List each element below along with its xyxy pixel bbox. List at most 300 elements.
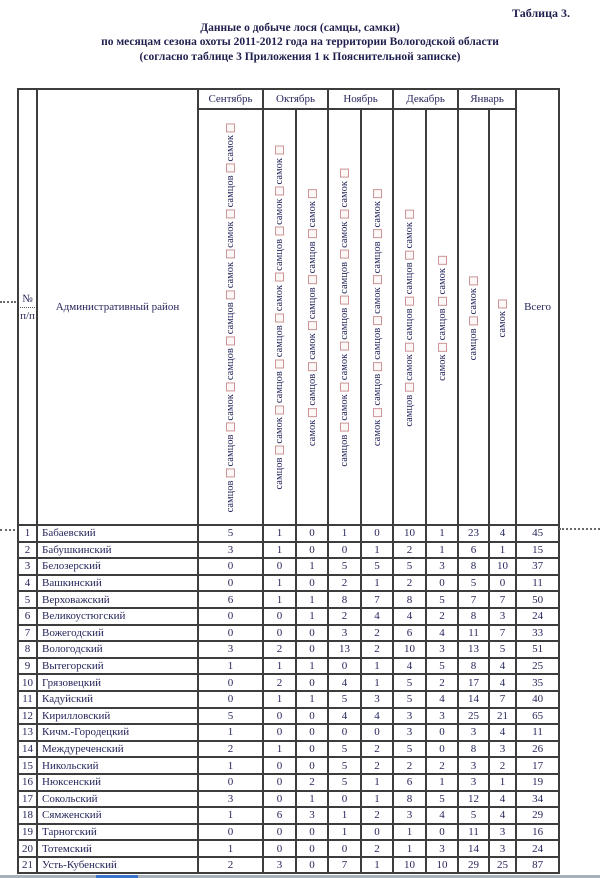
- value-cell: 3: [489, 824, 516, 841]
- row-number-cell: 12: [18, 708, 37, 725]
- missing-glyph-box: [438, 342, 447, 351]
- value-cell: 7: [458, 591, 489, 608]
- title-line-1: Данные о добыче лося (самцы, самки): [200, 22, 400, 34]
- value-cell: 3: [198, 641, 263, 658]
- value-cell: 0: [263, 608, 296, 625]
- district-cell: Кичм.-Городецкий: [37, 724, 198, 741]
- value-cell: 4: [361, 608, 393, 625]
- value-cell: 1: [296, 591, 328, 608]
- value-cell: 3: [426, 641, 458, 658]
- value-cell: 0: [328, 791, 361, 808]
- value-cell: 7: [361, 591, 393, 608]
- table-row: [18, 724, 559, 741]
- subcolumn-header: [393, 109, 426, 525]
- value-cell: 7: [489, 591, 516, 608]
- row-number-cell: 14: [18, 741, 37, 758]
- missing-glyph-box: [275, 187, 284, 196]
- value-cell: 0: [328, 542, 361, 559]
- value-cell: 4: [489, 658, 516, 675]
- total-cell: 40: [516, 691, 559, 708]
- value-cell: 2: [393, 542, 426, 559]
- title-line-3: (согласно таблице 3 Приложения 1 к Пояснительной записке): [139, 50, 461, 63]
- value-cell: 5: [426, 591, 458, 608]
- value-cell: 3: [426, 558, 458, 575]
- value-cell: 1: [263, 525, 296, 542]
- table-row: [18, 641, 559, 658]
- district-cell: Междуреченский: [37, 741, 198, 758]
- value-cell: 8: [458, 658, 489, 675]
- value-cell: 5: [426, 658, 458, 675]
- missing-glyph-box: [499, 299, 508, 308]
- row-number-label-top: №: [22, 292, 33, 305]
- missing-glyph-box: [406, 382, 415, 391]
- value-cell: 5: [198, 708, 263, 725]
- scan-artifact-dots-left-middle: [0, 301, 16, 303]
- district-cell: Сокольский: [37, 791, 198, 808]
- total-cell: 17: [516, 757, 559, 774]
- missing-glyph-box: [373, 316, 382, 325]
- missing-glyph-box: [275, 146, 284, 155]
- row-number-cell: 2: [18, 542, 37, 559]
- value-cell: 10: [393, 525, 426, 542]
- table-row: [18, 525, 559, 542]
- value-cell: 29: [458, 857, 489, 874]
- table-row: [18, 625, 559, 642]
- value-cell: 3: [426, 840, 458, 857]
- value-cell: 11: [458, 625, 489, 642]
- total-cell: 51: [516, 641, 559, 658]
- col-header-district: Административный район: [37, 89, 198, 525]
- value-cell: 0: [426, 575, 458, 592]
- table-row: [18, 824, 559, 841]
- value-cell: 1: [328, 807, 361, 824]
- missing-glyph-box: [341, 296, 350, 305]
- value-cell: 0: [328, 724, 361, 741]
- missing-glyph-box: [470, 276, 479, 285]
- missing-glyph-box: [341, 169, 350, 178]
- value-cell: 4: [489, 674, 516, 691]
- subcolumn-header-text: самцовсамок: [468, 274, 479, 360]
- total-cell: 11: [516, 575, 559, 592]
- value-cell: 1: [361, 575, 393, 592]
- missing-glyph-box: [226, 164, 235, 173]
- value-cell: 3: [361, 691, 393, 708]
- value-cell: 2: [328, 575, 361, 592]
- month-header: Октябрь: [263, 89, 328, 109]
- value-cell: 3: [458, 724, 489, 741]
- subcolumn-header-text: самцовсамоксамоксамцовсамцовсамоксамок: [339, 167, 350, 467]
- value-cell: 2: [426, 674, 458, 691]
- value-cell: 1: [263, 542, 296, 559]
- missing-glyph-box: [373, 189, 382, 198]
- value-cell: 3: [296, 807, 328, 824]
- value-cell: 1: [426, 774, 458, 791]
- value-cell: 1: [361, 774, 393, 791]
- missing-glyph-box: [308, 189, 317, 198]
- value-cell: 0: [263, 840, 296, 857]
- value-cell: 1: [296, 558, 328, 575]
- total-cell: 35: [516, 674, 559, 691]
- value-cell: 1: [489, 542, 516, 559]
- total-cell: 24: [516, 840, 559, 857]
- total-cell: 50: [516, 591, 559, 608]
- month-header: Декабрь: [393, 89, 458, 109]
- value-cell: 2: [361, 641, 393, 658]
- value-cell: 0: [296, 741, 328, 758]
- missing-glyph-box: [341, 342, 350, 351]
- subcolumn-header-text: самцовсамоксамцовсамцовсамоксамцовсамоксамок: [274, 144, 285, 490]
- value-cell: 10: [426, 857, 458, 874]
- missing-glyph-box: [438, 256, 447, 265]
- value-cell: 5: [393, 741, 426, 758]
- table-row: [18, 608, 559, 625]
- value-cell: 1: [328, 824, 361, 841]
- value-cell: 1: [393, 824, 426, 841]
- value-cell: 1: [361, 857, 393, 874]
- value-cell: 2: [198, 857, 263, 874]
- value-cell: 1: [198, 658, 263, 675]
- district-cell: Вологодский: [37, 641, 198, 658]
- value-cell: 12: [458, 791, 489, 808]
- total-cell: 37: [516, 558, 559, 575]
- value-cell: 7: [328, 857, 361, 874]
- table-row: [18, 840, 559, 857]
- row-number-cell: 21: [18, 857, 37, 874]
- value-cell: 0: [296, 641, 328, 658]
- missing-glyph-box: [275, 227, 284, 236]
- value-cell: 2: [263, 674, 296, 691]
- value-cell: 10: [393, 641, 426, 658]
- value-cell: 8: [458, 608, 489, 625]
- value-cell: 2: [198, 741, 263, 758]
- month-header: Январь: [458, 89, 516, 109]
- table-row: [18, 674, 559, 691]
- value-cell: 2: [263, 641, 296, 658]
- table-row: [18, 807, 559, 824]
- value-cell: 5: [393, 691, 426, 708]
- value-cell: 3: [328, 625, 361, 642]
- district-cell: Никольский: [37, 757, 198, 774]
- missing-glyph-box: [226, 423, 235, 432]
- row-number-cell: 19: [18, 824, 37, 841]
- value-cell: 4: [426, 691, 458, 708]
- value-cell: 3: [198, 542, 263, 559]
- value-cell: 7: [489, 625, 516, 642]
- value-cell: 8: [393, 791, 426, 808]
- value-cell: 0: [296, 542, 328, 559]
- value-cell: 0: [263, 558, 296, 575]
- value-cell: 5: [328, 558, 361, 575]
- value-cell: 1: [361, 658, 393, 675]
- month-header: Сентябрь: [198, 89, 263, 109]
- subcolumn-header-text: самок: [497, 297, 508, 337]
- subcolumn-header: [263, 109, 296, 525]
- subcolumn-header-text: самоксамцовсамок: [437, 254, 448, 381]
- district-cell: Кирилловский: [37, 708, 198, 725]
- value-cell: 1: [263, 691, 296, 708]
- district-cell: Тарногский: [37, 824, 198, 841]
- value-cell: 3: [393, 708, 426, 725]
- value-cell: 0: [296, 708, 328, 725]
- value-cell: 1: [489, 774, 516, 791]
- value-cell: 23: [458, 525, 489, 542]
- value-cell: 6: [458, 542, 489, 559]
- row-number-cell: 5: [18, 591, 37, 608]
- value-cell: 4: [393, 608, 426, 625]
- value-cell: 5: [328, 741, 361, 758]
- value-cell: 5: [328, 774, 361, 791]
- value-cell: 2: [361, 840, 393, 857]
- value-cell: 1: [426, 525, 458, 542]
- subcolumn-header: [328, 109, 361, 525]
- total-cell: 26: [516, 741, 559, 758]
- row-number-cell: 11: [18, 691, 37, 708]
- value-cell: 4: [489, 791, 516, 808]
- value-cell: 1: [263, 658, 296, 675]
- missing-glyph-box: [275, 273, 284, 282]
- value-cell: 5: [393, 558, 426, 575]
- moose-harvest-table: [17, 88, 560, 874]
- table-row: [18, 741, 559, 758]
- dotted-separator: [20, 307, 35, 308]
- value-cell: 0: [361, 525, 393, 542]
- value-cell: 8: [328, 591, 361, 608]
- district-cell: Нюксенский: [37, 774, 198, 791]
- value-cell: 5: [361, 558, 393, 575]
- district-cell: Верховажский: [37, 591, 198, 608]
- missing-glyph-box: [308, 322, 317, 331]
- missing-glyph-box: [226, 469, 235, 478]
- value-cell: 0: [296, 525, 328, 542]
- value-cell: 0: [263, 791, 296, 808]
- table-row: [18, 575, 559, 592]
- value-cell: 4: [328, 708, 361, 725]
- missing-glyph-box: [226, 250, 235, 259]
- table-row: [18, 757, 559, 774]
- value-cell: 5: [458, 807, 489, 824]
- value-cell: 0: [296, 724, 328, 741]
- value-cell: 14: [458, 691, 489, 708]
- missing-glyph-box: [341, 210, 350, 219]
- value-cell: 0: [198, 575, 263, 592]
- district-cell: Кадуйский: [37, 691, 198, 708]
- value-cell: 6: [393, 625, 426, 642]
- value-cell: 1: [328, 525, 361, 542]
- value-cell: 13: [458, 641, 489, 658]
- value-cell: 1: [296, 608, 328, 625]
- district-cell: Бабушкинский: [37, 542, 198, 559]
- value-cell: 1: [198, 807, 263, 824]
- table-row: [18, 774, 559, 791]
- value-cell: 0: [198, 674, 263, 691]
- title-line-2: по месяцам сезона охоты 2011-2012 года на территории Вологодской области: [101, 36, 499, 49]
- missing-glyph-box: [275, 405, 284, 414]
- value-cell: 0: [328, 840, 361, 857]
- total-cell: 34: [516, 791, 559, 808]
- row-number-cell: 10: [18, 674, 37, 691]
- table-row: [18, 542, 559, 559]
- row-number-cell: 7: [18, 625, 37, 642]
- table-row: [18, 708, 559, 725]
- district-cell: Усть-Кубенский: [37, 857, 198, 874]
- value-cell: 3: [426, 708, 458, 725]
- row-number-cell: 8: [18, 641, 37, 658]
- missing-glyph-box: [275, 446, 284, 455]
- total-cell: 25: [516, 658, 559, 675]
- value-cell: 0: [296, 674, 328, 691]
- value-cell: 0: [426, 724, 458, 741]
- value-cell: 0: [489, 575, 516, 592]
- total-cell: 11: [516, 724, 559, 741]
- missing-glyph-box: [373, 408, 382, 417]
- missing-glyph-box: [406, 342, 415, 351]
- value-cell: 2: [393, 757, 426, 774]
- value-cell: 7: [489, 691, 516, 708]
- subcolumn-header-text: самцовсамоксамцовсамцовсамок: [404, 208, 415, 427]
- subcolumn-header-text: самцовсамцовсамоксамцовсамцовсамоксамоксамцовсамок: [225, 121, 236, 512]
- subcolumn-header-text: самоксамцовсамоксамцовсамцовсамок: [307, 187, 318, 446]
- row-number-cell: 15: [18, 757, 37, 774]
- value-cell: 3: [489, 608, 516, 625]
- value-cell: 6: [263, 807, 296, 824]
- missing-glyph-box: [226, 291, 235, 300]
- row-number-cell: 16: [18, 774, 37, 791]
- value-cell: 2: [361, 741, 393, 758]
- value-cell: 17: [458, 674, 489, 691]
- missing-glyph-box: [275, 359, 284, 368]
- value-cell: 0: [263, 724, 296, 741]
- value-cell: 6: [393, 774, 426, 791]
- value-cell: 1: [361, 674, 393, 691]
- total-cell: 16: [516, 824, 559, 841]
- value-cell: 4: [328, 674, 361, 691]
- table-caption-number: Таблица 3.: [512, 6, 570, 20]
- missing-glyph-box: [308, 276, 317, 285]
- value-cell: 0: [296, 625, 328, 642]
- value-cell: 11: [458, 824, 489, 841]
- value-cell: 8: [458, 741, 489, 758]
- value-cell: 0: [296, 757, 328, 774]
- value-cell: 2: [361, 807, 393, 824]
- table-row: [18, 658, 559, 675]
- value-cell: 0: [296, 840, 328, 857]
- value-cell: 5: [426, 791, 458, 808]
- row-number-cell: 4: [18, 575, 37, 592]
- value-cell: 0: [198, 608, 263, 625]
- value-cell: 3: [393, 807, 426, 824]
- missing-glyph-box: [438, 296, 447, 305]
- district-cell: Вожегодский: [37, 625, 198, 642]
- value-cell: 0: [426, 824, 458, 841]
- value-cell: 4: [426, 807, 458, 824]
- value-cell: 4: [393, 658, 426, 675]
- district-cell: Грязовецкий: [37, 674, 198, 691]
- value-cell: 4: [489, 525, 516, 542]
- value-cell: 1: [263, 741, 296, 758]
- value-cell: 0: [263, 708, 296, 725]
- missing-glyph-box: [308, 408, 317, 417]
- missing-glyph-box: [406, 210, 415, 219]
- value-cell: 10: [393, 857, 426, 874]
- total-cell: 45: [516, 525, 559, 542]
- table-row: [18, 857, 559, 874]
- total-cell: 87: [516, 857, 559, 874]
- total-cell: 65: [516, 708, 559, 725]
- value-cell: 25: [489, 857, 516, 874]
- value-cell: 1: [426, 542, 458, 559]
- value-cell: 0: [198, 625, 263, 642]
- value-cell: 1: [198, 724, 263, 741]
- subcolumn-header-text: самоксамцовсамцовсамоксамцовсамок: [372, 187, 383, 446]
- missing-glyph-box: [341, 250, 350, 259]
- table-row: [18, 591, 559, 608]
- value-cell: 2: [393, 575, 426, 592]
- value-cell: 0: [198, 558, 263, 575]
- district-cell: Бабаевский: [37, 525, 198, 542]
- value-cell: 0: [198, 691, 263, 708]
- district-cell: Тотемский: [37, 840, 198, 857]
- row-number-label-bottom: п/п: [20, 309, 35, 322]
- col-header-row-number: [18, 89, 37, 525]
- value-cell: 1: [263, 591, 296, 608]
- value-cell: 25: [458, 708, 489, 725]
- col-header-total: Всего: [516, 89, 559, 525]
- value-cell: 5: [198, 525, 263, 542]
- value-cell: 1: [296, 791, 328, 808]
- value-cell: 1: [361, 542, 393, 559]
- table-row: [18, 691, 559, 708]
- value-cell: 1: [361, 791, 393, 808]
- value-cell: 4: [489, 807, 516, 824]
- value-cell: 2: [296, 774, 328, 791]
- row-number-cell: 9: [18, 658, 37, 675]
- value-cell: 1: [296, 691, 328, 708]
- value-cell: 3: [489, 741, 516, 758]
- missing-glyph-box: [406, 296, 415, 305]
- value-cell: 2: [426, 757, 458, 774]
- missing-glyph-box: [226, 210, 235, 219]
- value-cell: 10: [489, 558, 516, 575]
- district-cell: Белозерский: [37, 558, 198, 575]
- subcolumn-header: [426, 109, 458, 525]
- value-cell: 14: [458, 840, 489, 857]
- document-title: [0, 21, 600, 64]
- value-cell: 0: [198, 774, 263, 791]
- missing-glyph-box: [470, 316, 479, 325]
- missing-glyph-box: [373, 230, 382, 239]
- value-cell: 2: [426, 608, 458, 625]
- value-cell: 3: [458, 757, 489, 774]
- row-number-cell: 3: [18, 558, 37, 575]
- value-cell: 1: [296, 658, 328, 675]
- subcolumn-header: [458, 109, 489, 525]
- total-cell: 33: [516, 625, 559, 642]
- value-cell: 4: [426, 625, 458, 642]
- subcolumn-header: [198, 109, 263, 525]
- value-cell: 21: [489, 708, 516, 725]
- row-number-cell: 18: [18, 807, 37, 824]
- value-cell: 3: [198, 791, 263, 808]
- value-cell: 4: [361, 708, 393, 725]
- value-cell: 0: [361, 724, 393, 741]
- value-cell: 0: [263, 625, 296, 642]
- table-row: [18, 791, 559, 808]
- missing-glyph-box: [275, 314, 284, 323]
- row-number-cell: 20: [18, 840, 37, 857]
- total-cell: 15: [516, 542, 559, 559]
- value-cell: 1: [198, 840, 263, 857]
- subcolumn-header: [361, 109, 393, 525]
